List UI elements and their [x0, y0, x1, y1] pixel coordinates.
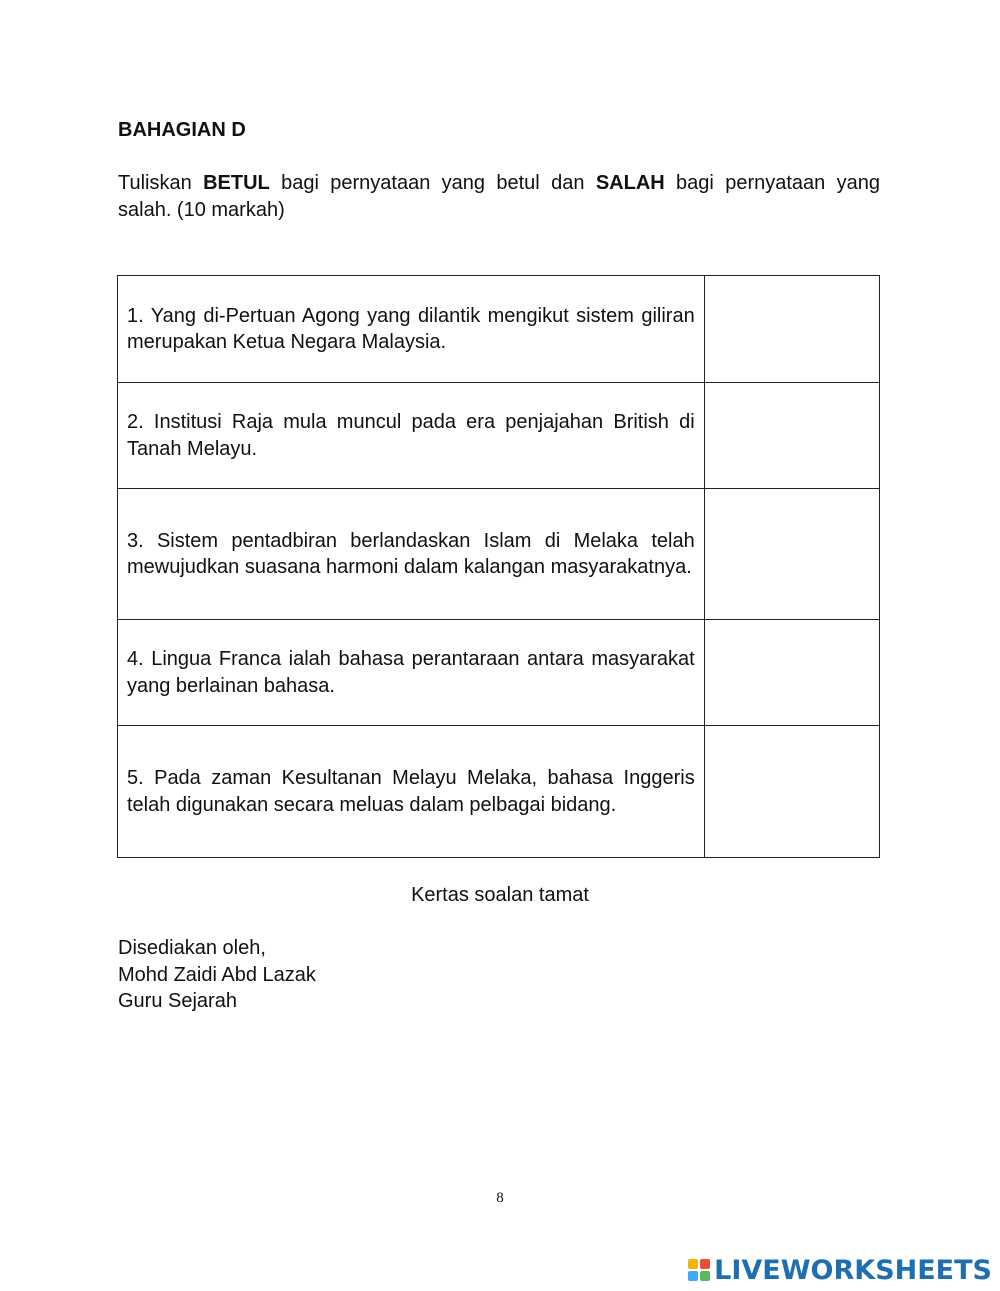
question-statement: 3. Sistem pentadbiran berlandaskan Islam di Melaka telah mewujudkan suasana harmoni dalam kalangan masyarakatnya.: [118, 489, 705, 620]
liveworksheets-wordmark: LIVEWORKSHEETS: [714, 1254, 992, 1286]
question-statement: 2. Institusi Raja mula muncul pada era penjajahan British di Tanah Melayu.: [118, 383, 705, 489]
answer-input-2[interactable]: [705, 423, 879, 448]
question-statement: 1. Yang di-Pertuan Agong yang dilantik mengikut sistem giliran merupakan Ketua Negara Malaysia.: [118, 276, 705, 383]
question-statement: 4. Lingua Franca ialah bahasa perantaraan antara masyarakat yang berlainan bahasa.: [118, 620, 705, 726]
answer-input-1[interactable]: [705, 317, 879, 342]
author-role: Guru Sejarah: [118, 990, 237, 1012]
end-note: Kertas soalan tamat: [411, 884, 589, 906]
answer-cell[interactable]: [704, 726, 879, 858]
instructions-text-3: bagi pernyataan yang salah. (10 markah): [118, 172, 880, 221]
answer-input-3[interactable]: [705, 542, 879, 567]
table-row: [118, 383, 880, 489]
instructions-salah: SALAH: [595, 172, 665, 194]
author-name: Mohd Zaidi Abd Lazak: [118, 963, 316, 986]
table-row: [118, 276, 880, 383]
question-table: [117, 275, 880, 858]
instructions-text-2: bagi pernyataan yang betul dan: [269, 172, 596, 194]
answer-cell[interactable]: [704, 276, 879, 383]
answer-input-5[interactable]: [705, 779, 879, 804]
question-statement: 5. Pada zaman Kesultanan Melayu Melaka, bahasa Inggeris telah digunakan secara meluas dalam pelbagai bidang.: [118, 726, 705, 858]
instructions: [118, 170, 880, 224]
table-row: [118, 726, 880, 858]
section-title: BAHAGIAN D: [118, 119, 246, 141]
liveworksheets-logo-icon: [688, 1259, 710, 1281]
page-number: 8: [496, 1190, 504, 1206]
signature-block: [118, 935, 316, 1015]
table-row: [118, 489, 880, 620]
instructions-text-1: Tuliskan: [118, 172, 204, 194]
answer-cell[interactable]: [704, 383, 879, 489]
table-row: [118, 620, 880, 726]
answer-cell[interactable]: [704, 489, 879, 620]
answer-cell[interactable]: [704, 620, 879, 726]
instructions-betul: BETUL: [203, 172, 270, 194]
prepared-by-label: Disediakan oleh,: [118, 937, 266, 959]
answer-input-4[interactable]: [705, 660, 879, 685]
liveworksheets-logo: [688, 1255, 992, 1285]
